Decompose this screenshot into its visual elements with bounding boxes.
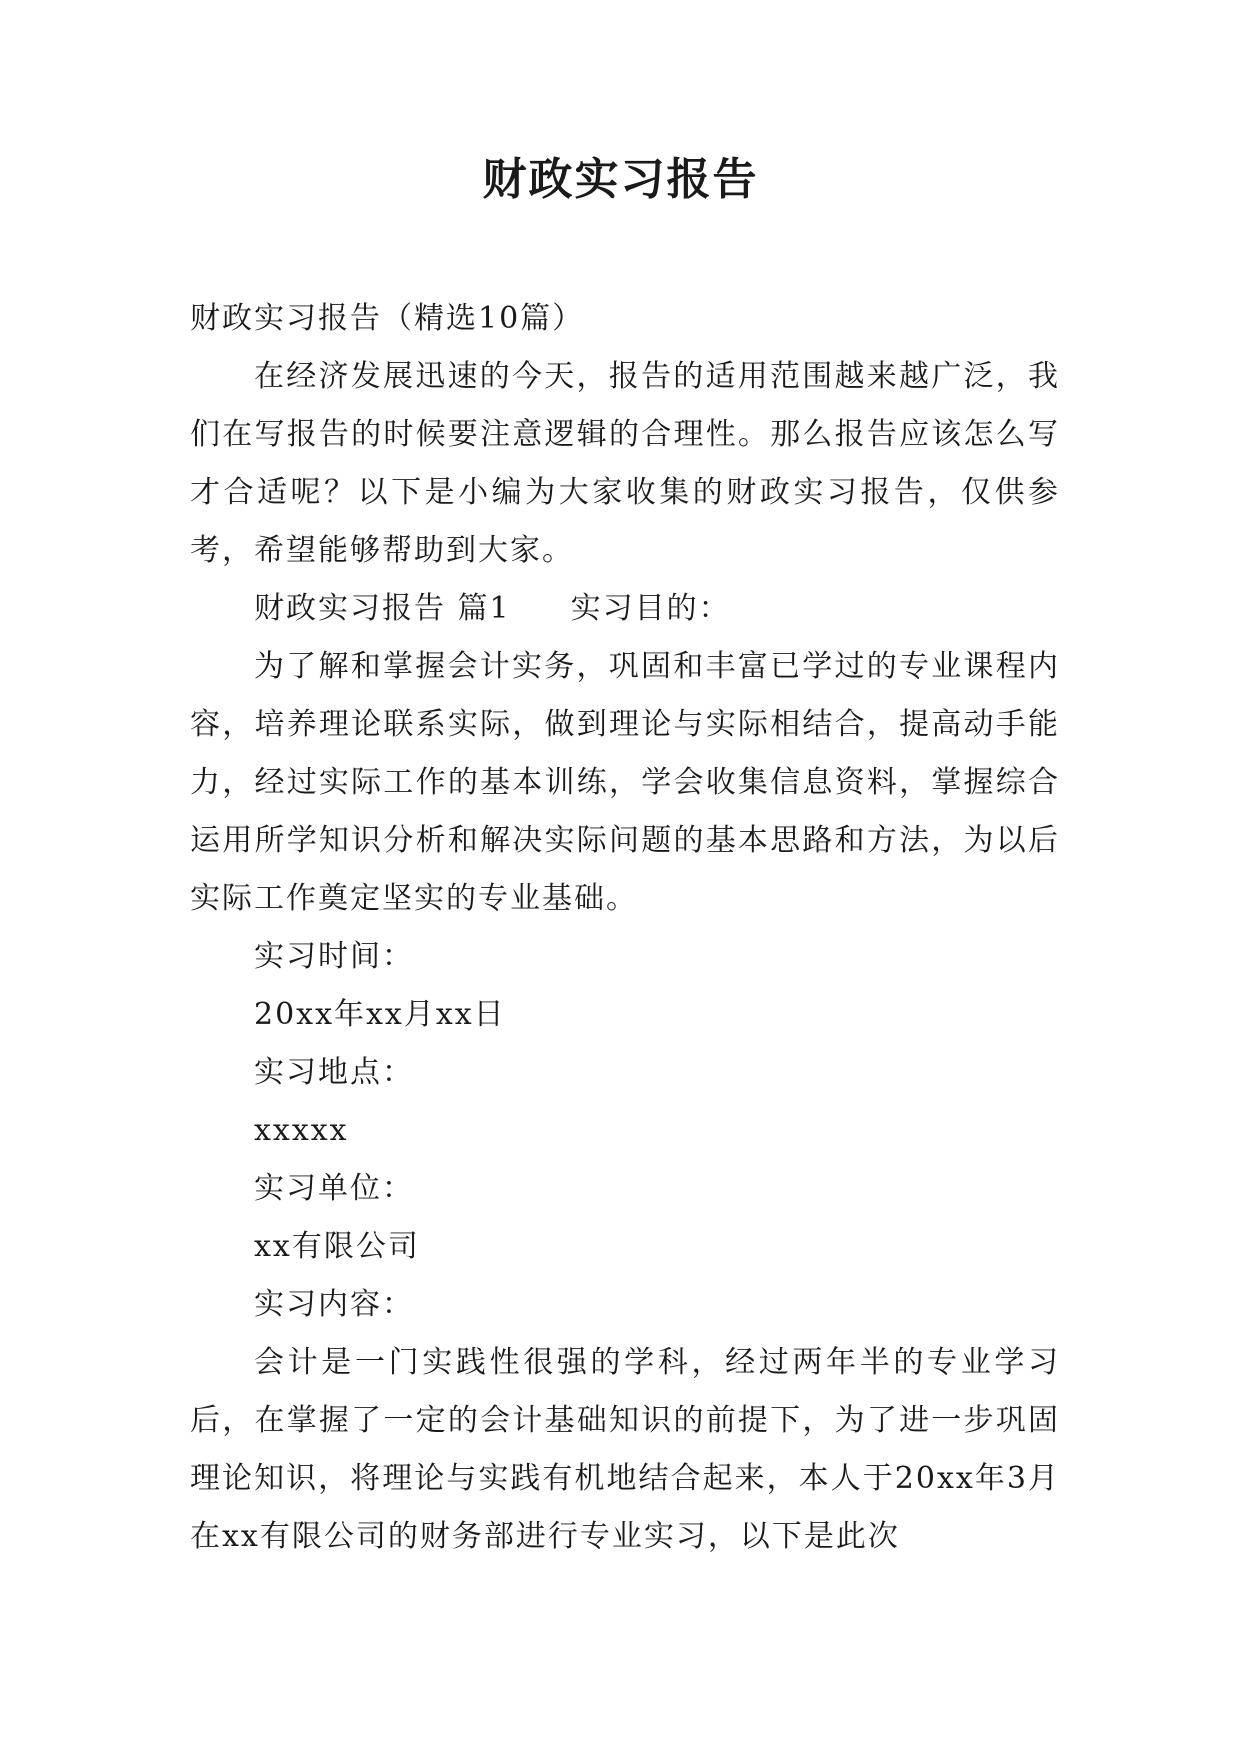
section-heading-line xyxy=(190,580,1060,638)
document-body xyxy=(190,290,1060,1566)
section-heading: 财政实习报告 篇1 xyxy=(254,591,511,626)
document-subtitle: 财政实习报告（精选10篇） xyxy=(190,301,585,336)
place-value: xxxxx xyxy=(254,1113,349,1148)
purpose-label: 实习目的： xyxy=(570,591,731,626)
place-label: 实习地点： xyxy=(254,1055,414,1090)
intro-paragraph: 在经济发展迅速的今天，报告的适用范围越来越广泛，我们在写报告的时候要注意逻辑的合理性。那么报告应该怎么写才合适呢？以下是小编为大家收集的财政实习报告，仅供参考，希望能够帮助到大家。 xyxy=(190,359,1060,568)
content-label: 实习内容： xyxy=(254,1287,414,1322)
time-value: 20xx年xx月xx日 xyxy=(254,997,506,1032)
time-label: 实习时间： xyxy=(254,939,414,974)
unit-label: 实习单位： xyxy=(254,1171,414,1206)
content-paragraph: 会计是一门实践性很强的学科，经过两年半的专业学习后，在掌握了一定的会计基础知识的前提下，为了进一步巩固理论知识，将理论与实践有机地结合起来，本人于20xx年3月在xx有限公司的财务部进行专业实习，以下是此次 xyxy=(190,1345,1060,1554)
purpose-paragraph: 为了解和掌握会计实务，巩固和丰富已学过的专业课程内容，培养理论联系实际，做到理论与实际相结合，提高动手能力，经过实际工作的基本训练，学会收集信息资料，掌握综合运用所学知识分析和解决实际问题的基本思路和方法，为以后实际工作奠定坚实的专业基础。 xyxy=(190,649,1060,916)
document-title: 财政实习报告 xyxy=(482,154,759,205)
unit-value: xx有限公司 xyxy=(254,1229,420,1264)
